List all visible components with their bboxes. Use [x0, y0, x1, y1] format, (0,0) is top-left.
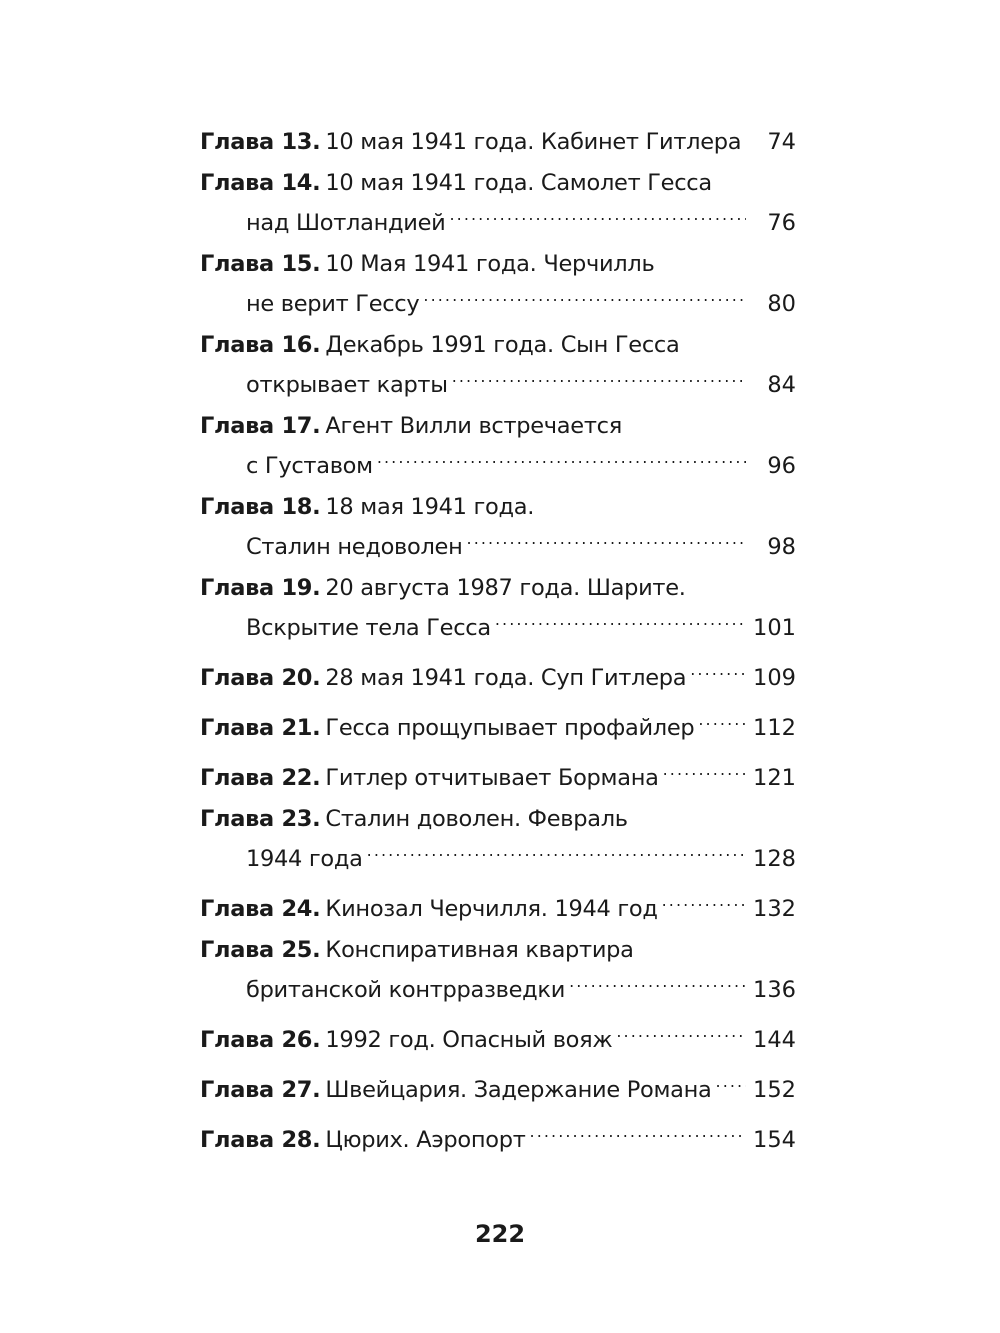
toc-line: [200, 118, 796, 155]
toc-entry: [200, 1116, 796, 1153]
dot-leader: [467, 523, 746, 554]
chapter-label: Глава 27.: [200, 1077, 321, 1103]
toc-line: [200, 1116, 796, 1153]
chapter-title-continued: открывает карты: [246, 372, 448, 398]
chapter-label: Глава 17.: [200, 413, 321, 439]
chapter-title: 18 мая 1941 года.: [325, 494, 535, 520]
chapter-title-continued: 1944 года: [246, 846, 363, 872]
chapter-title: Конспиративная квартира: [325, 937, 634, 963]
chapter-label: Глава 19.: [200, 575, 321, 601]
chapter-title: 20 августа 1987 года. Шарите.: [325, 575, 686, 601]
dot-leader: [716, 1066, 746, 1097]
toc-entry: [200, 492, 796, 560]
page-ref: 84: [767, 372, 796, 398]
toc-line: [200, 885, 796, 922]
chapter-label: Глава 22.: [200, 765, 321, 791]
chapter-title: Швейцария. Задержание Романа: [325, 1077, 712, 1103]
chapter-label: Глава 16.: [200, 332, 321, 358]
toc-line: [200, 523, 796, 560]
toc-entry: [200, 1066, 796, 1103]
toc-entry: [200, 704, 796, 741]
toc-line: [200, 804, 796, 835]
chapter-title: 10 мая 1941 года. Кабинет Гитлера: [325, 129, 742, 155]
page-ref: 112: [753, 715, 796, 741]
toc-entry: [200, 168, 796, 236]
dot-leader: [616, 1016, 746, 1047]
chapter-label: Глава 21.: [200, 715, 321, 741]
toc-entry: [200, 804, 796, 872]
toc-line: [200, 168, 796, 199]
chapter-title: 10 мая 1941 года. Самолет Гесса: [325, 170, 712, 196]
chapter-title: Кинозал Черчилля. 1944 год: [325, 896, 658, 922]
page-ref: 121: [753, 765, 796, 791]
toc-line: [200, 442, 796, 479]
dot-leader: [663, 754, 746, 785]
chapter-title: 28 мая 1941 года. Суп Гитлера: [325, 665, 687, 691]
toc-line: [200, 1016, 796, 1053]
toc-entry: [200, 330, 796, 398]
dot-leader: [745, 118, 746, 149]
chapter-title: Агент Вилли встречается: [325, 413, 622, 439]
chapter-label: Глава 28.: [200, 1127, 321, 1153]
page-ref: 152: [753, 1077, 796, 1103]
chapter-title: Цюрих. Аэропорт: [325, 1127, 526, 1153]
dot-leader: [449, 199, 746, 230]
dot-leader: [452, 361, 746, 392]
page-ref: 144: [753, 1027, 796, 1053]
toc-entry: [200, 654, 796, 691]
toc-entry: [200, 249, 796, 317]
chapter-label: Глава 26.: [200, 1027, 321, 1053]
page-ref: 101: [753, 615, 796, 641]
page-ref: 154: [753, 1127, 796, 1153]
chapter-label: Глава 24.: [200, 896, 321, 922]
chapter-title-continued: над Шотландией: [246, 210, 446, 236]
chapter-title: Декабрь 1991 года. Сын Гесса: [325, 332, 680, 358]
chapter-title: 1992 год. Опасный вояж: [325, 1027, 613, 1053]
toc-line: [200, 654, 796, 691]
chapter-label: Глава 14.: [200, 170, 321, 196]
chapter-label: Глава 13.: [200, 129, 321, 155]
page-number: 222: [474, 1220, 526, 1248]
chapter-label: Глава 20.: [200, 665, 321, 691]
toc-entry: [200, 573, 796, 641]
toc-line: [200, 330, 796, 361]
page-ref: 96: [767, 453, 796, 479]
dot-leader: [423, 280, 746, 311]
chapter-title-continued: британской контрразведки: [246, 977, 566, 1003]
toc-entry: [200, 754, 796, 791]
page-ref: 76: [767, 210, 796, 236]
page-ref: 132: [753, 896, 796, 922]
toc-entry: [200, 118, 796, 155]
dot-leader: [569, 966, 746, 997]
chapter-title-continued: с Густавом: [246, 453, 373, 479]
page-ref: 98: [767, 534, 796, 560]
page-ref: 136: [753, 977, 796, 1003]
page-ref: 80: [767, 291, 796, 317]
page-ref: 109: [753, 665, 796, 691]
toc-line: [200, 966, 796, 1003]
toc-line: [200, 1066, 796, 1103]
toc-line: [200, 199, 796, 236]
chapter-title-continued: не верит Гессу: [246, 291, 420, 317]
chapter-title-continued: Вскрытие тела Гесса: [246, 615, 491, 641]
chapter-label: Глава 23.: [200, 806, 321, 832]
toc-entry: [200, 411, 796, 479]
toc-entry: [200, 935, 796, 1003]
toc-line: [200, 754, 796, 791]
toc-line: [200, 249, 796, 280]
dot-leader: [698, 704, 746, 735]
dot-leader: [530, 1116, 746, 1147]
toc-entry: [200, 1016, 796, 1053]
chapter-title: Гесса прощупывает профайлер: [325, 715, 695, 741]
dot-leader: [495, 604, 746, 635]
dot-leader: [690, 654, 746, 685]
toc-line: [200, 704, 796, 741]
toc-line: [200, 411, 796, 442]
dot-leader: [377, 442, 746, 473]
table-of-contents: [200, 118, 796, 1166]
toc-line: [200, 935, 796, 966]
chapter-label: Глава 15.: [200, 251, 321, 277]
chapter-label: Глава 18.: [200, 494, 321, 520]
dot-leader: [367, 835, 746, 866]
toc-line: [200, 604, 796, 641]
chapter-title: 10 Мая 1941 года. Черчилль: [325, 251, 655, 277]
dot-leader: [662, 885, 746, 916]
toc-line: [200, 573, 796, 604]
toc-line: [200, 835, 796, 872]
toc-line: [200, 361, 796, 398]
page-ref: 128: [753, 846, 796, 872]
chapter-title: Сталин доволен. Февраль: [325, 806, 628, 832]
chapter-title-continued: Сталин недоволен: [246, 534, 463, 560]
toc-line: [200, 492, 796, 523]
chapter-title: Гитлер отчитывает Бормана: [325, 765, 659, 791]
page-ref: 74: [767, 129, 796, 155]
toc-entry: [200, 885, 796, 922]
toc-line: [200, 280, 796, 317]
chapter-label: Глава 25.: [200, 937, 321, 963]
